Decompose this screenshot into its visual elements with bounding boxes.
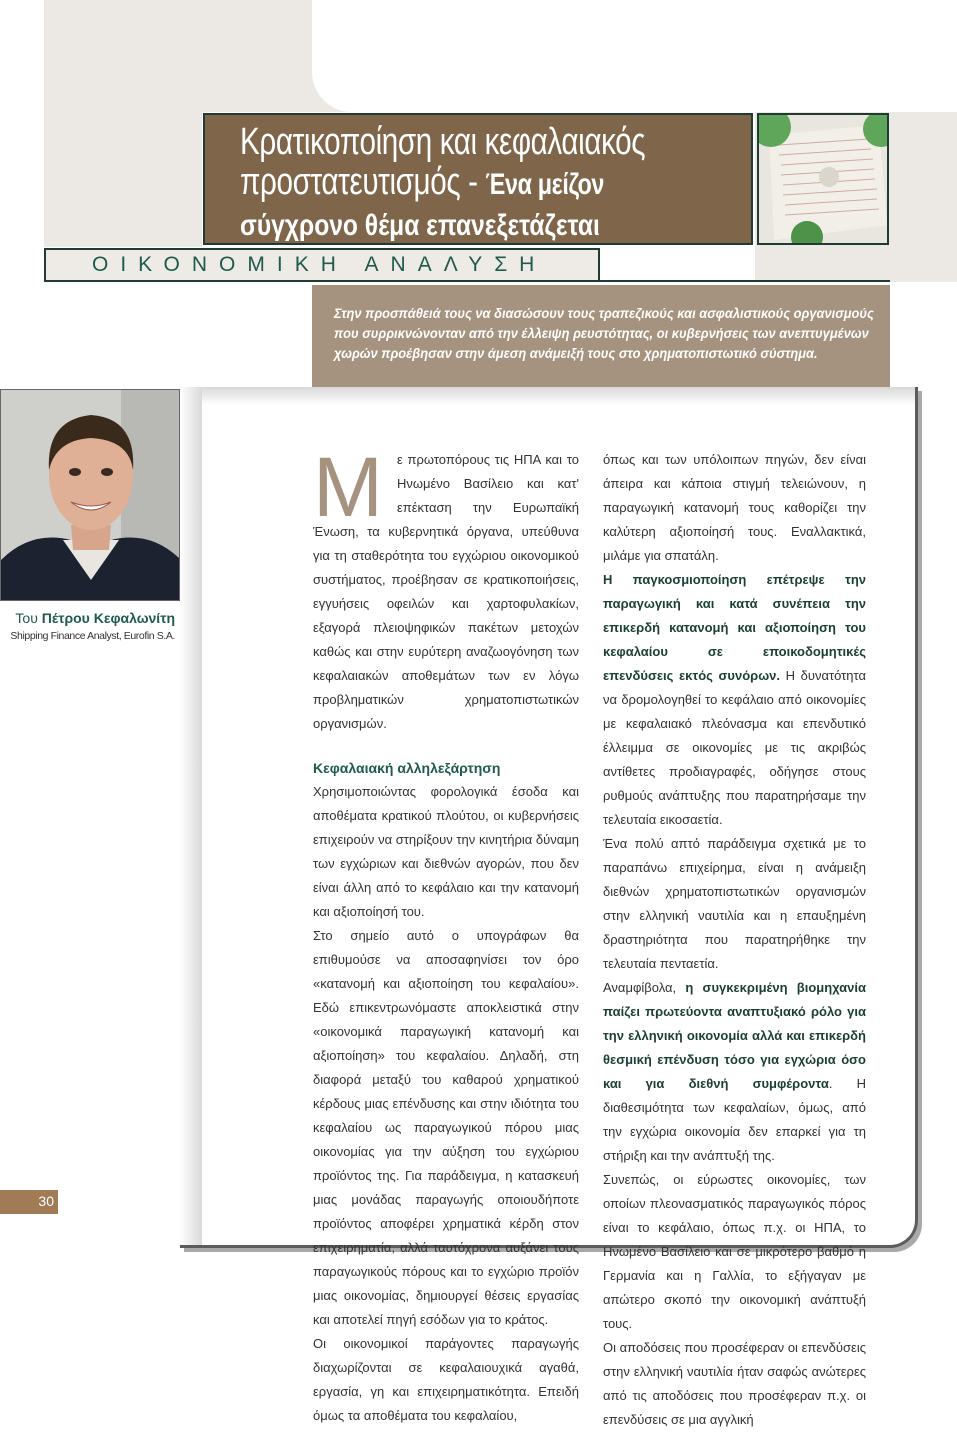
intro-text: ε πρωτοπόρους τις ΗΠΑ και το Ηνωμένο Βασίλειο και κατ' επέκταση την Ευρωπαϊκή Ένωση, τα κυβερνητικά όργανα, υπεύθυνα για τη σταθερότητα του εγχώριου οικονομικού συστήματος, προέβησαν σε κρατικοποιήσεις, εγγυήσεις οφειλών και χαρτοφυλακίων, εξαγορά πλειοψηφικών πακέτων μετοχών καθώς και στην ευρύτερη αναζωογόνηση των κεφαλαιακών αποθεμάτων των εν λόγω προβληματικών χρηματοπιστωτικών οργανισμών. (313, 452, 579, 731)
lead-paragraph-box (312, 285, 890, 387)
paragraph: Οι οικονομικοί παράγοντες παραγωγής διαχωρίζονται σε κεφαλαιουχικά αγαθά, εργασία, γη και επιχειρηματικότητα. Επειδή όμως τα αποθέματα του κεφαλαίου, (313, 1336, 579, 1423)
header-left-panel (44, 112, 202, 247)
puzzle-image (757, 113, 889, 245)
text-column-2 (603, 448, 866, 1432)
author-byline (10, 610, 175, 626)
paragraph: όπως και των υπόλοιπων πηγών, δεν είναι άπειρα και κάποια στιγμή τελειώνουν, η παραγωγική κατανομή τους καθορίζει την καλύτερη αξιοποίησή τους. Εναλλακτικά, μιλάμε για σπατάλη. (603, 452, 866, 563)
lead-paragraph: Στην προσπάθειά τους να διασώσουν τους τραπεζικούς και ασφαλιστικούς οργανισμούς που συρρικνώνονταν από την έλλειψη ρευστότητας, οι κυβερνήσεις των ανεπτυγμένων χωρών προέβησαν στην άμεση ανάμειξή τους στο χρηματοπιστωτικό σύστημα. (334, 305, 874, 361)
subheading: Κεφαλαιακή αλληλεξάρτηση (313, 760, 501, 776)
author-role: Shipping Finance Analyst, Eurofin S.A. (10, 630, 175, 642)
puzzle-illustration (759, 115, 889, 245)
author-name: Πέτρου Κεφαλωνίτη (41, 610, 175, 626)
section-divider (600, 280, 890, 282)
article-title-line3: σύγχρονο θέμα επανεξετάζεται (240, 209, 600, 242)
text-column-1 (313, 440, 579, 1428)
paragraph: Ένα πολύ απτό παράδειγμα σχετικά με το παραπάνω επιχείρημα, είναι η ανάμειξη διεθνών χρηματοπιστωτικών οργανισμών στην ελληνική ναυτιλία και η επαυξημένη δραστηριότητα που παρατηρήθηκε την τελευταία πενταετία. (603, 836, 866, 971)
title-line2-text: προστατευτισμός - (240, 161, 486, 203)
paragraph-text: . Η διαθεσιμότητα των κεφαλαίων, όμως, από την εγχώρια οικονομία δεν επαρκεί για τη στήριξη και την ανάπτυξή της. (603, 1076, 866, 1163)
page-number: 30 (0, 1190, 58, 1214)
article-title-box (203, 113, 753, 245)
article-title-line2 (240, 161, 604, 204)
paragraph: Συνεπώς, οι εύρωστες οικονομίες, των οποίων πλεονασματικός παραγωγικός πόρος είναι το κεφάλαιο, όπως π.χ. οι ΗΠΑ, το Ηνωμένο Βασίλειο και σε μικρότερο βαθμό η Γερμανία και η Γαλλία, το εξήγαγαν με απώτερο σκοπό την οικονομική ανάπτυξή τους. (603, 1172, 866, 1331)
author-photo (0, 389, 180, 601)
paragraph-text: Αναμφίβολα, (603, 980, 686, 995)
paragraph: Οι αποδόσεις που προσέφεραν οι επενδύσεις στην ελληνική ναυτιλία ήταν σαφώς ανώτερες από τις αποδόσεις που προσέφεραν π.χ. οι επενδύσεις σε μια αγγλική (603, 1340, 866, 1427)
intro-paragraph (313, 440, 579, 736)
frame-left-shade (180, 387, 202, 1245)
author-prefix: Του (15, 610, 42, 626)
paragraph: Στο σημείο αυτό ο υπογράφων θα επιθυμούσε να αποσαφηνίσει τον όρο «κατανομή και αξιοποίηση του κεφαλαίου». Εδώ επικεντρωνόμαστε αποκλειστικά στην «οικονομικά παραγωγική κατανομή και αξιοποίηση» του κεφαλαίου. Δηλαδή, στη διαφορά μεταξύ του καθαρού χρηματικού κέρδους μιας επένδυσης και στην ιδιότητα του κεφαλαίου ως παραγωγικού πόρου μιας οικονομίας για την αύξηση του εγχώριου προϊόντος της. Για παράδειγμα, η κατασκευή μιας μονάδας παραγωγής οποιουδήποτε προϊόντος αποφέρει χρηματικά κέρδη στον επιχειρηματία, αλλά ταυτόχρονα αυξάνει τους παραγωγικούς πόρους και το εγχώριο προϊόν μιας οικονομίας, δημιουργεί θέσεις εργασίας και αποτελεί πηγή εσόδων για το κράτος. (313, 928, 579, 1327)
frame-top-shade (180, 387, 915, 405)
article-title-line1: Κρατικοποίηση και κεφαλαιακός (240, 121, 646, 163)
section-label: ΟΙΚΟΝΟΜΙΚΗ ΑΝΑΛΥΣΗ (92, 253, 547, 276)
author-portrait (1, 390, 180, 601)
paragraph (603, 568, 866, 832)
emphasis-text: Η παγκοσμιοποίηση επέτρεψε την παραγωγική και κατά συνέπεια την επικερδή κατανομή και αξιοποίηση του κεφαλαίου σε εποικοδομητικές επενδύσεις εκτός συνόρων. (603, 572, 866, 683)
header-corner (312, 0, 957, 112)
drop-cap: Μ (313, 440, 383, 534)
paragraph: Χρησιμοποιώντας φορολογικά έσοδα και αποθέματα κρατικού πλούτου, οι κυβερνήσεις επιχειρούν να στηρίξουν την κινητήρια δύναμη των εγχώριων και διεθνών αγορών, που δεν είναι άλλη από το κεφάλαιο και την κατανομή και αξιοποίησή του. (313, 784, 579, 919)
title-line2-bold: Ένα μείζον (485, 168, 605, 201)
paragraph-text: Η δυνατότητα να δρομολογηθεί το κεφάλαιο από οικονομίες με κεφαλαιακό πλεόνασμα και επενδυτικό έλλειμμα σε οικονομίες με τις ακριβώς αντίθετες προδιαγραφές, οδήγησε στους ρυθμούς ανάπτυξης που παρατηρήσαμε την τελευταία εικοσαετία. (603, 668, 866, 827)
emphasis-text: η συγκεκριμένη βιομηχανία παίζει πρωτεύοντα αναπτυξιακό ρόλο για την ελληνική οικονομία αλλά και επικερδή θεσμική επένδυση τόσο για εγχώρια όσο και για διεθνή συμφέροντα (603, 980, 867, 1091)
section-label-bar (44, 248, 600, 282)
paragraph (603, 976, 866, 1168)
